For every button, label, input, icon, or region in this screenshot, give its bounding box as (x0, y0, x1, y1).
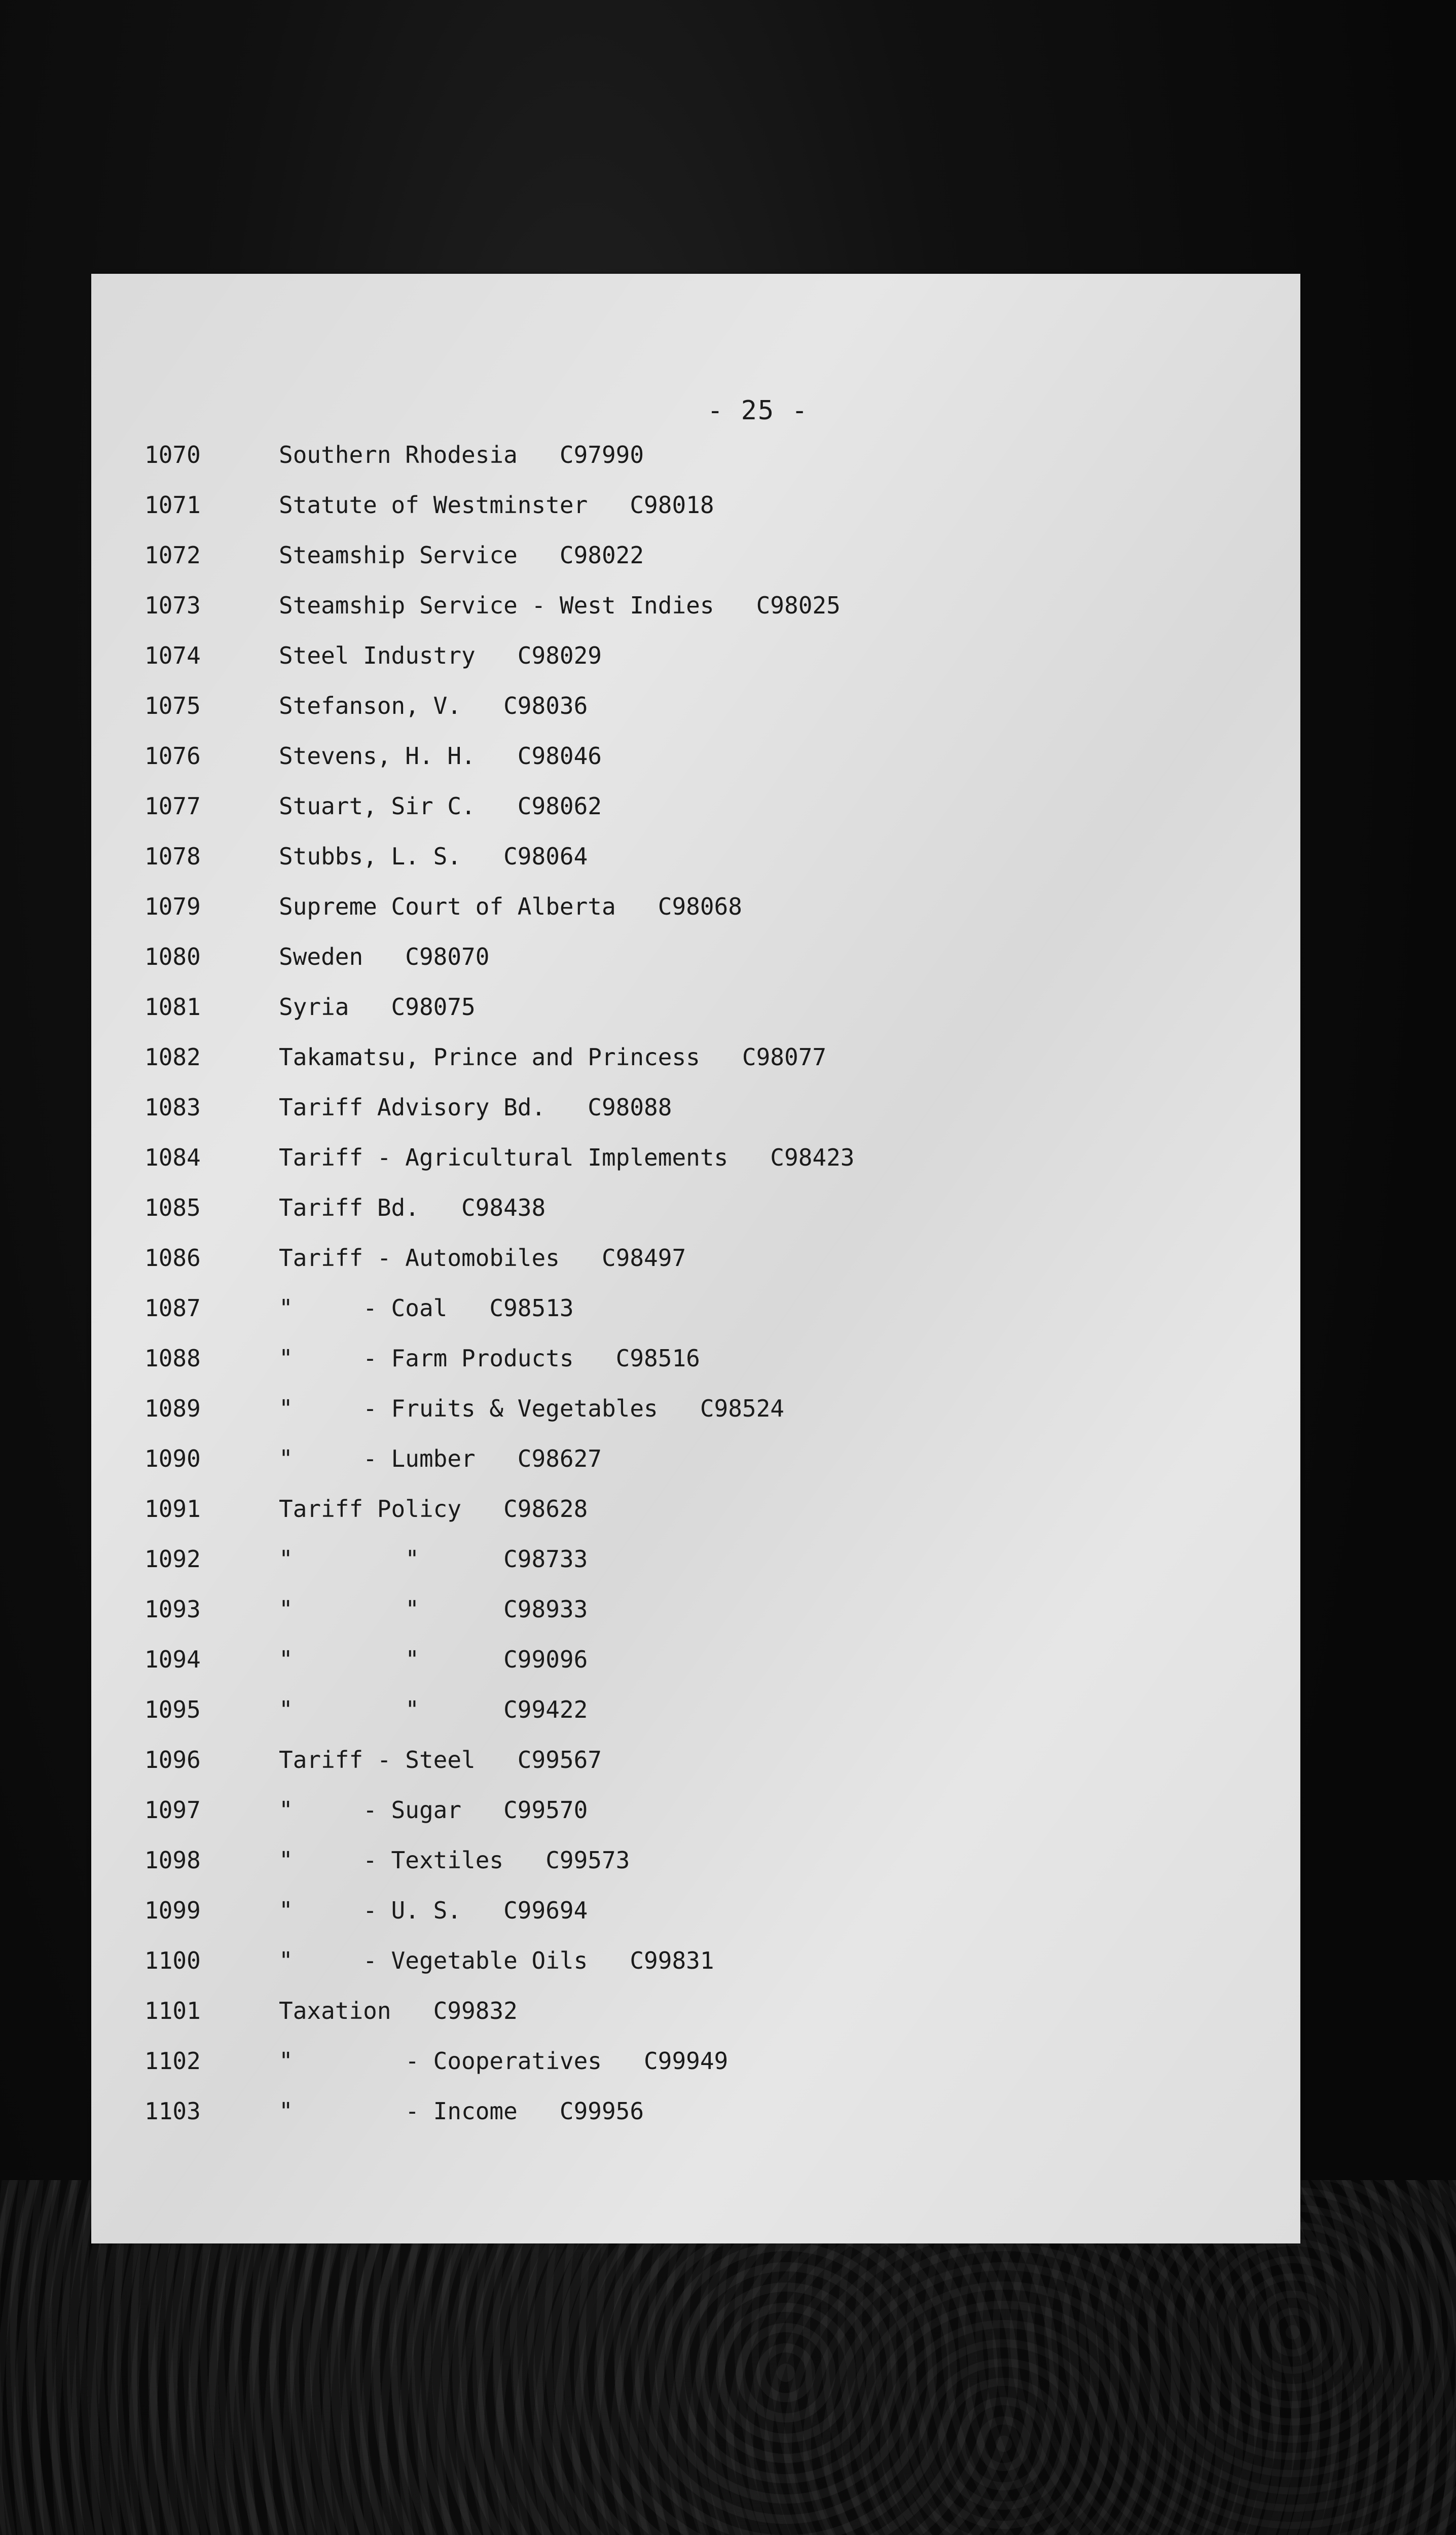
list-item (91, 1897, 1300, 1927)
entry-number: 1101 (144, 1997, 201, 2024)
entry-text: Tariff Policy C98628 (279, 1495, 588, 1523)
entry-number: 1075 (144, 692, 201, 719)
entry-text: Stefanson, V. C98036 (279, 692, 588, 719)
list-item (91, 1796, 1300, 1827)
list-item (91, 1495, 1300, 1526)
entry-number: 1096 (144, 1746, 201, 1773)
entry-text: " - Textiles C99573 (279, 1846, 630, 1874)
list-item (91, 1094, 1300, 1124)
entry-number: 1077 (144, 792, 201, 820)
list-item (91, 541, 1300, 572)
list-item (91, 993, 1300, 1024)
list-item (91, 1294, 1300, 1325)
entry-number: 1086 (144, 1244, 201, 1272)
list-item (91, 441, 1300, 472)
entry-number: 1088 (144, 1345, 201, 1372)
list-item (91, 792, 1300, 823)
entry-text: Tariff Advisory Bd. C98088 (279, 1094, 672, 1121)
entry-number: 1072 (144, 541, 201, 569)
entry-text: Tariff - Automobiles C98497 (279, 1244, 686, 1272)
list-item (91, 1596, 1300, 1626)
entry-number: 1103 (144, 2097, 201, 2125)
entry-text: Stuart, Sir C. C98062 (279, 792, 602, 820)
list-item (91, 1947, 1300, 1977)
entry-number: 1090 (144, 1445, 201, 1472)
page-number: - 25 - (707, 395, 809, 426)
list-item (91, 1846, 1300, 1877)
entry-text: " - Cooperatives C99949 (279, 2047, 729, 2075)
entry-text: " - Income C99956 (279, 2097, 644, 2125)
entry-text: " - Vegetable Oils C99831 (279, 1947, 714, 1974)
entry-number: 1099 (144, 1897, 201, 1924)
entry-number: 1102 (144, 2047, 201, 2075)
list-item (91, 1395, 1300, 1425)
entry-number: 1095 (144, 1696, 201, 1723)
entry-number: 1073 (144, 592, 201, 619)
entry-number: 1082 (144, 1043, 201, 1071)
list-item (91, 1244, 1300, 1275)
entry-text: Sweden C98070 (279, 943, 490, 970)
entry-text: Taxation C99832 (279, 1997, 518, 2024)
entry-text: " - Coal C98513 (279, 1294, 574, 1322)
entry-text: Tariff - Steel C99567 (279, 1746, 602, 1773)
list-item (91, 1746, 1300, 1777)
entry-text: " - Fruits & Vegetables C98524 (279, 1395, 784, 1422)
entry-text: " - Sugar C99570 (279, 1796, 588, 1824)
entry-text: Statute of Westminster C98018 (279, 491, 714, 519)
entry-text: Takamatsu, Prince and Princess C98077 (279, 1043, 827, 1071)
list-item (91, 2047, 1300, 2078)
list-item (91, 1696, 1300, 1726)
entry-text: Steamship Service - West Indies C98025 (279, 592, 841, 619)
entry-number: 1089 (144, 1395, 201, 1422)
entry-text: Supreme Court of Alberta C98068 (279, 893, 742, 920)
entry-number: 1074 (144, 642, 201, 669)
entry-number: 1091 (144, 1495, 201, 1523)
entry-number: 1087 (144, 1294, 201, 1322)
entry-text: Stevens, H. H. C98046 (279, 742, 602, 770)
entry-text: Steamship Service C98022 (279, 541, 644, 569)
list-item (91, 642, 1300, 672)
list-item (91, 491, 1300, 522)
entry-text: Steel Industry C98029 (279, 642, 602, 669)
entry-number: 1097 (144, 1796, 201, 1824)
entry-number: 1100 (144, 1947, 201, 1974)
entry-number: 1092 (144, 1545, 201, 1573)
entry-text: " - U. S. C99694 (279, 1897, 588, 1924)
entry-text: " - Farm Products C98516 (279, 1345, 700, 1372)
list-item (91, 1194, 1300, 1224)
entry-text: " - Lumber C98627 (279, 1445, 602, 1472)
list-item (91, 1345, 1300, 1375)
list-item (91, 742, 1300, 773)
list-item (91, 1997, 1300, 2027)
entry-number: 1079 (144, 893, 201, 920)
list-item (91, 1445, 1300, 1475)
entry-number: 1094 (144, 1646, 201, 1673)
entry-text: Syria C98075 (279, 993, 476, 1021)
entry-number: 1080 (144, 943, 201, 970)
list-item (91, 943, 1300, 973)
list-item (91, 843, 1300, 873)
entry-text: " " C99422 (279, 1696, 588, 1723)
entry-text: Southern Rhodesia C97990 (279, 441, 644, 468)
entry-number: 1084 (144, 1144, 201, 1171)
list-item (91, 1545, 1300, 1576)
entry-number: 1071 (144, 491, 201, 519)
list-item (91, 893, 1300, 923)
entry-number: 1098 (144, 1846, 201, 1874)
entry-number: 1083 (144, 1094, 201, 1121)
entry-number: 1078 (144, 843, 201, 870)
entry-text: " " C98933 (279, 1596, 588, 1623)
list-item (91, 2097, 1300, 2128)
entry-text: Stubbs, L. S. C98064 (279, 843, 588, 870)
entry-number: 1085 (144, 1194, 201, 1221)
entry-text: Tariff Bd. C98438 (279, 1194, 546, 1221)
list-item (91, 592, 1300, 622)
entry-text: " " C99096 (279, 1646, 588, 1673)
list-item (91, 1646, 1300, 1676)
list-item (91, 692, 1300, 722)
document-page (91, 274, 1300, 2243)
entry-number: 1081 (144, 993, 201, 1021)
list-item (91, 1043, 1300, 1074)
entry-number: 1070 (144, 441, 201, 468)
entry-text: Tariff - Agricultural Implements C98423 (279, 1144, 855, 1171)
entry-number: 1093 (144, 1596, 201, 1623)
list-item (91, 1144, 1300, 1174)
entry-number: 1076 (144, 742, 201, 770)
entry-text: " " C98733 (279, 1545, 588, 1573)
